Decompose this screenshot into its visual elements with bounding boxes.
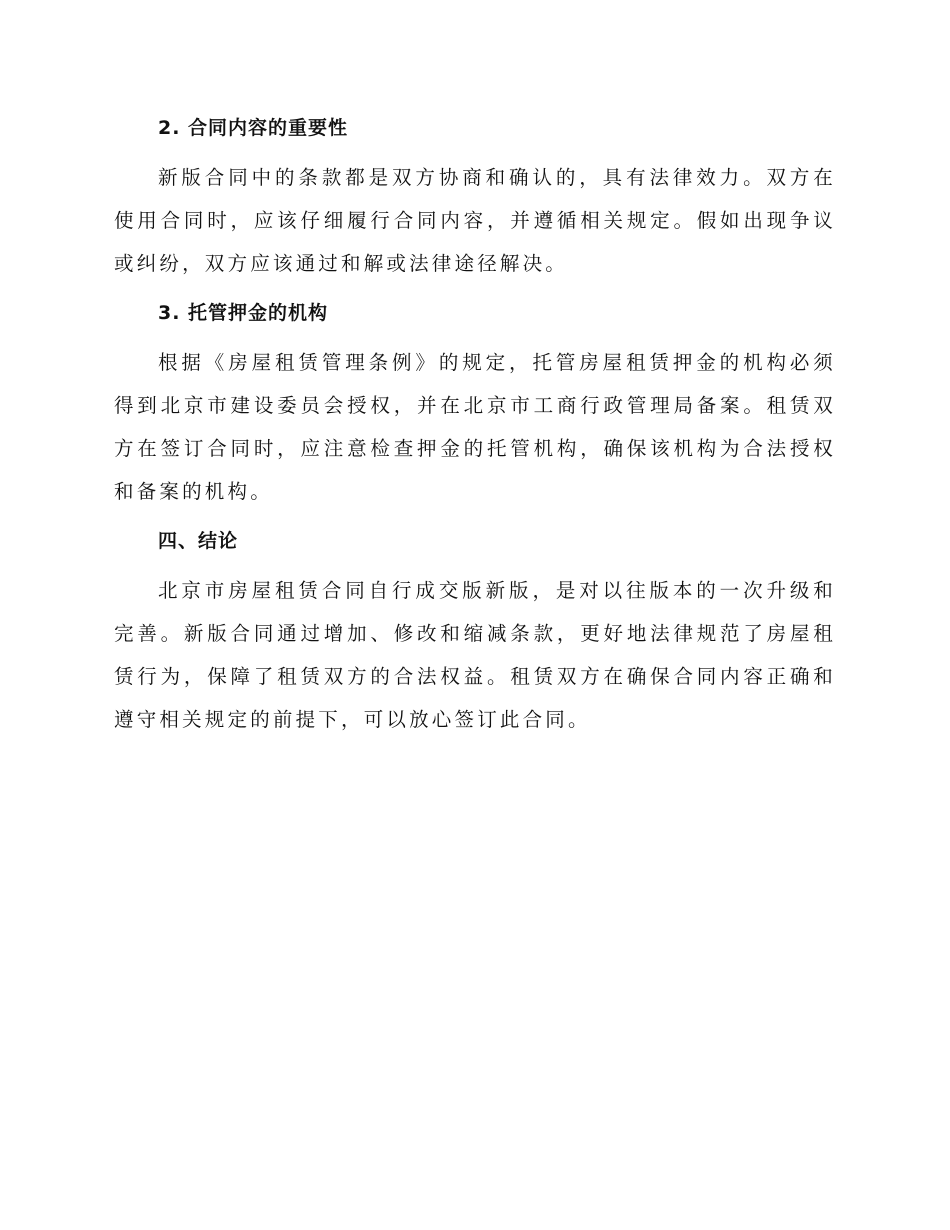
section-conclusion	[114, 521, 836, 741]
section-heading: 2. 合同内容的重要性	[158, 117, 349, 139]
section-deposit-custody	[114, 293, 836, 513]
section-paragraph: 新版合同中的条款都是双方协商和确认的，具有法律效力。双方在使用合同时，应该仔细履行合同内容，并遵循相关规定。假如出现争议或纠纷，双方应该通过和解或法律途径解决。	[114, 166, 836, 275]
section-heading: 四、结论	[158, 530, 239, 552]
section-paragraph: 北京市房屋租赁合同自行成交版新版，是对以往版本的一次升级和完善。新版合同通过增加、修改和缩减条款，更好地法律规范了房屋租赁行为，保障了租赁双方的合法权益。租赁双方在确保合同内容正确和遵守相关规定的前提下，可以放心签订此合同。	[114, 579, 836, 731]
document-body	[114, 108, 836, 749]
section-contract-importance	[114, 108, 836, 285]
section-heading: 3. 托管押金的机构	[158, 302, 329, 324]
section-paragraph: 根据《房屋租赁管理条例》的规定，托管房屋租赁押金的机构必须得到北京市建设委员会授权，并在北京市工商行政管理局备案。租赁双方在签订合同时，应注意检查押金的托管机构，确保该机构为合法授权和备案的机构。	[114, 351, 836, 503]
